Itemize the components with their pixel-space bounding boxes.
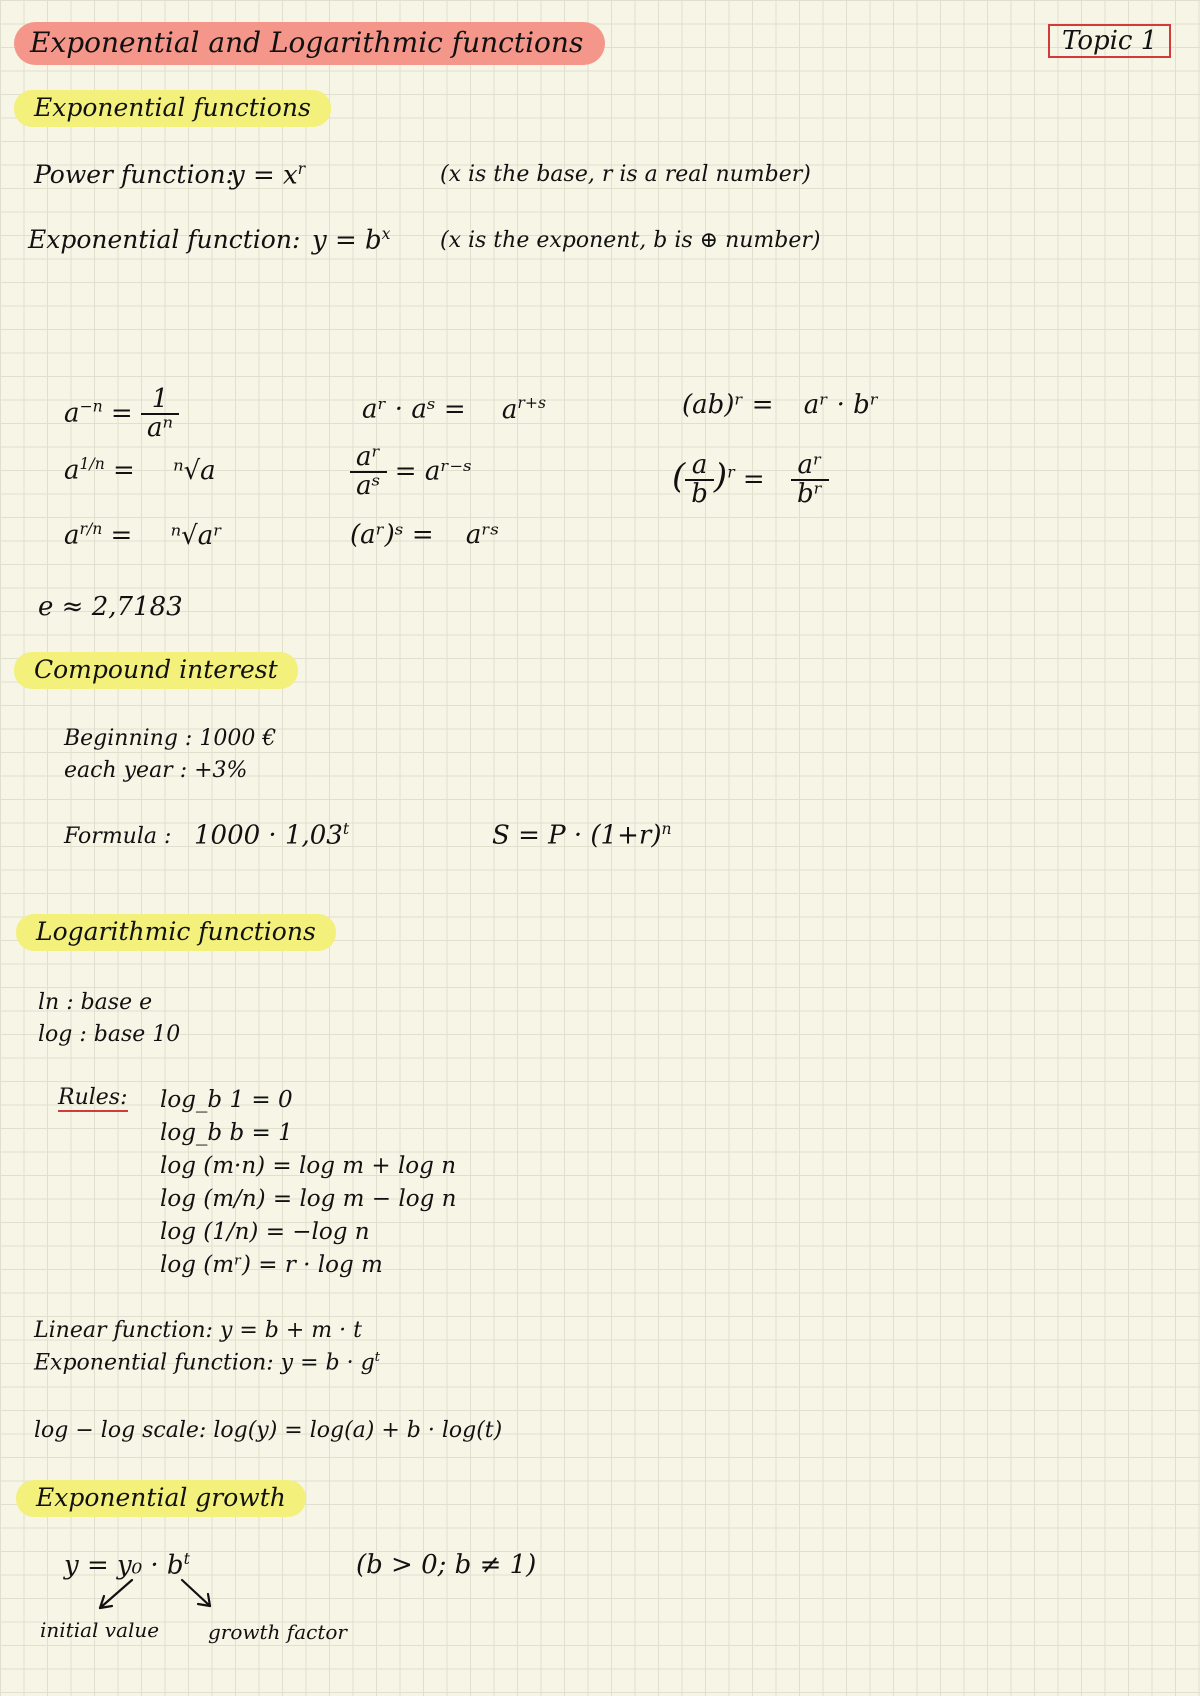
formula-exponent: n [661, 820, 672, 838]
compound-each-year: each year : +3% [64, 758, 248, 783]
formula-exponent: x [381, 225, 391, 243]
heading-text: Logarithmic functions [36, 917, 316, 946]
euler-number: e ≈ 2,7183 [38, 592, 183, 622]
arrow-growth-factor [182, 1580, 210, 1606]
heading-text: Exponential functions [34, 93, 311, 122]
lhs: aʳ · aˢ = [362, 394, 466, 425]
paren-open: ( [672, 456, 686, 497]
compound-beginning: Beginning : 1000 € [64, 726, 277, 751]
heading-text: Compound interest [34, 655, 278, 684]
denominator: aⁿ [146, 413, 173, 444]
formula-text: 1000 · 1,03 [194, 820, 343, 851]
equals: = [742, 464, 765, 495]
base: a [501, 394, 518, 425]
log-rule: log_b b = 1 [160, 1120, 293, 1146]
log-rule: log (1/n) = −log n [160, 1219, 370, 1245]
power-function-label: Power function: [34, 160, 235, 189]
rhs: ⁿ√aʳ [170, 520, 223, 551]
equals: = [113, 455, 135, 486]
log-rule: log_b 1 = 0 [160, 1087, 293, 1113]
log-log-scale: log − log scale: log(y) = log(a) + b · log(t) [34, 1418, 503, 1443]
denominator: bʳ [796, 479, 823, 510]
rhs: ⁿ√a [173, 455, 216, 486]
formula-exponent: t [374, 1350, 380, 1365]
paren-close: ) [713, 456, 728, 497]
arrow-initial-value [100, 1580, 132, 1608]
lhs: (aʳ)ˢ = [350, 520, 434, 550]
initial-value-label: initial value [40, 1618, 160, 1642]
rhs: = aʳ⁻ˢ [394, 456, 472, 487]
formula-exponent: t [342, 820, 350, 838]
denominator: b [691, 479, 708, 510]
log-rule: log (m/n) = log m − log n [160, 1186, 457, 1212]
numerator: a [685, 452, 714, 481]
page-title-text: Exponential and Logarithmic functions [30, 26, 584, 59]
formula-text: y = b [312, 225, 382, 256]
rules-label: Rules: [58, 1085, 128, 1110]
lhs: (ab)ʳ = [682, 390, 774, 420]
exponent: r [727, 463, 735, 482]
base: a [64, 520, 80, 551]
heading-text: Exponential growth [36, 1483, 286, 1512]
equals: = [110, 398, 133, 429]
exponent: 1/n [79, 455, 105, 473]
ln-definition: ln : base e [38, 990, 153, 1015]
formula-text: S = P · (1+r) [492, 820, 662, 851]
exponential-function-note: (x is the exponent, b is ⊕ number) [440, 228, 821, 253]
log-rule: log (m·n) = log m + log n [160, 1153, 457, 1179]
formula-exponent: r [297, 160, 306, 178]
base: a [64, 398, 80, 429]
exponent: −n [79, 397, 103, 416]
rhs: aʳ · bʳ [803, 390, 879, 420]
equals: = [110, 520, 133, 551]
exponential-function-label: Exponential function: [28, 225, 301, 254]
topic-label: Topic 1 [1048, 24, 1171, 58]
numerator: 1 [141, 386, 179, 415]
linear-function: Linear function: y = b + m · t [34, 1318, 362, 1343]
power-function-note: (x is the base, r is a real number) [440, 162, 811, 187]
growth-factor-label: growth factor [208, 1620, 347, 1644]
formula-text: y = y₀ · b [64, 1550, 184, 1581]
compound-formula-label: Formula : [64, 824, 172, 849]
denominator: aˢ [356, 471, 381, 502]
base: a [64, 455, 80, 486]
log-definition: log : base 10 [38, 1022, 181, 1047]
formula-exponent: t [183, 1550, 190, 1568]
log-rule: log (mʳ) = r · log m [160, 1252, 383, 1278]
formula-text: Exponential function: y = b · g [34, 1350, 375, 1376]
numerator: aʳ [350, 444, 387, 473]
growth-condition: (b > 0; b ≠ 1) [356, 1550, 537, 1580]
rhs: aʳˢ [465, 520, 500, 550]
numerator: aʳ [791, 452, 829, 481]
exponent: r/n [79, 520, 103, 538]
exponent: r+s [517, 394, 546, 412]
formula-text: y = x [230, 160, 298, 191]
